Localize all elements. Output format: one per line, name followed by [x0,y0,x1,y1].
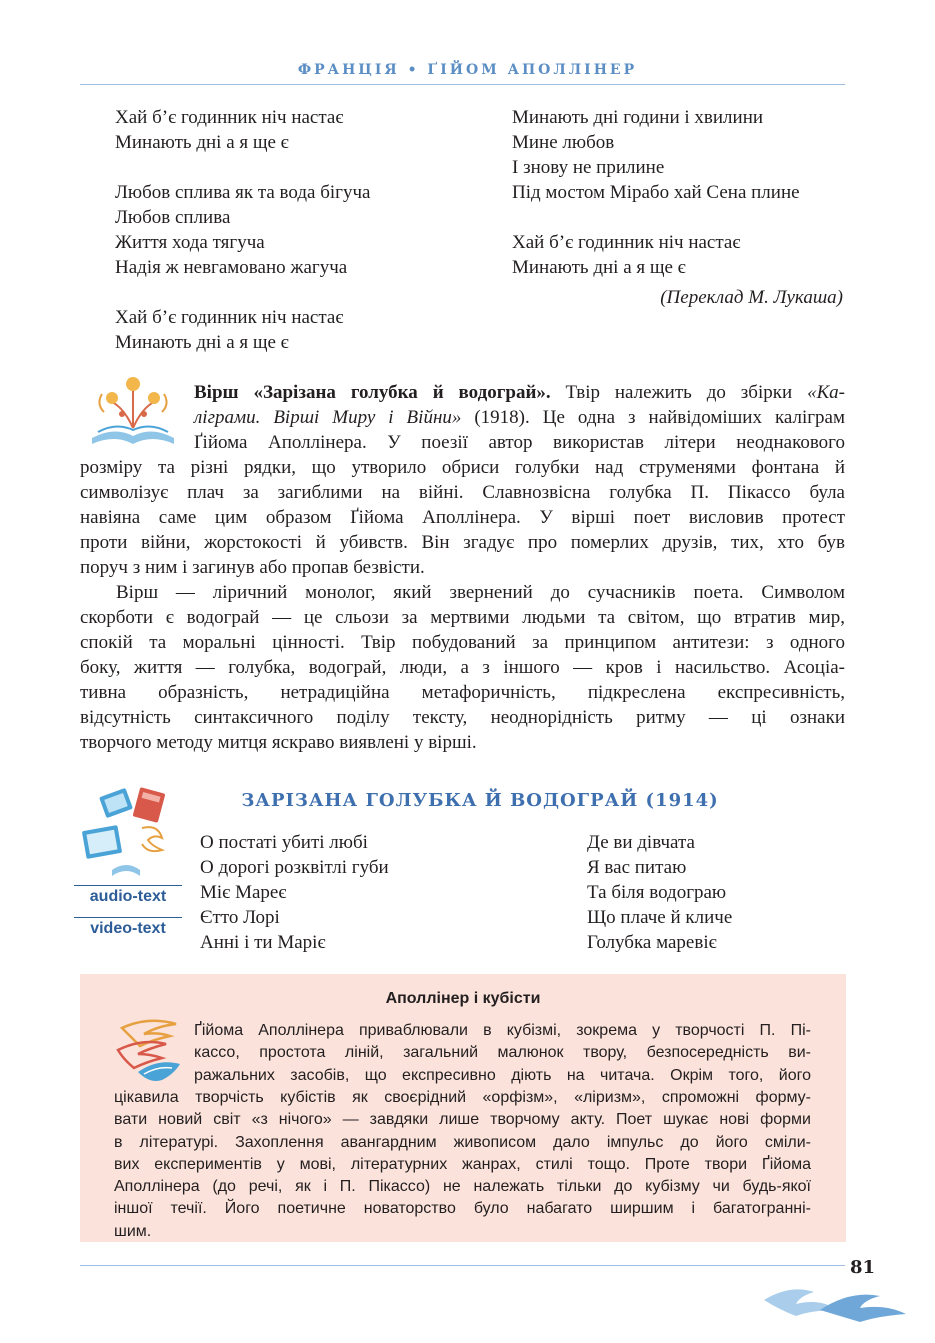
page-number: 81 [850,1257,876,1278]
poem-line: О постаті убиті любі [200,832,368,853]
flower-book-icon [84,368,182,450]
info-line: Ґійома Аполлінера приваблювали в кубізмі, зокрема у творчості П. Пі- [194,1022,811,1039]
article-line: творчого методу митця яскраво виявлені у вірші. [80,732,477,753]
running-header: ФРАНЦІЯ • ҐІЙОМ АПОЛЛІНЕР [297,62,638,78]
article-line: скорботи є водограй — це сльози за мертвими людьми та світом, що втратив мир, [80,607,845,628]
poem-line: Під мостом Мірабо хай Сена плине [512,182,800,203]
article-line: поруч з ним і загинув або пропав безвісти. [80,557,425,578]
poem-line: Анні і ти Маріє [200,932,326,953]
poem-line: Хай б’є годинник ніч настає [115,307,344,328]
poem-line: Хай б’є годинник ніч настає [115,107,344,128]
info-line: кассо, простота ліній, загальний малюнок твору, безпосередність ви- [194,1044,811,1062]
poem-line: Минають дні а я ще є [115,132,289,153]
poem-line: Любов сплива як та вода бігуча [115,182,371,203]
article-line: Ґійома Аполлінера. У поезії автор використав літери неоднакового [194,432,845,453]
footer-divider [80,1265,845,1266]
flying-birds-icon [760,1270,910,1330]
video-tag-rule [74,917,182,918]
info-line: вати новий світ «з нічого» — завдяки лише творчому акту. Поет шукає нові форми [114,1111,811,1129]
poem-line: Що плаче й кличе [587,907,733,928]
article-line: Вірш — ліричний монолог, який звернений до сучасників поета. Символом [116,582,845,603]
article-paragraph-1 [80,455,845,580]
article-line: боку, життя — голубка, водограй, люди, а з іншого — кров і насильство. Асоціа- [80,657,845,678]
poem2-left-column [200,830,389,955]
poem-line: Надія ж невгамовано жагуча [115,257,348,278]
stanza-gap [512,205,800,230]
poem-line: Минають дні а я ще є [115,332,289,353]
poem-line: Мине любов [512,132,615,153]
poem-line: Де ви дівчата [587,832,695,853]
article-line: відсутність синтаксичного поділу тексту, неоднорідність ритму — ці ознаки [80,707,845,728]
wings-icon [114,1014,186,1086]
info-box-text [114,1087,811,1243]
article-line: проти війни, жорстокості й убивств. Він згадує про померлих друзів, тих, хто був [80,532,845,553]
article-line: символізує плач за загиблими на війні. Славнозвісна голубка П. Пікассо була [80,482,845,503]
article-line: навіяна саме цим образом Ґійома Аполлінера. У вірші поет висловив протест [80,507,845,528]
stanza-gap [115,280,370,305]
info-line: в літературі. Захоплення авангардним живописом дало імпульс до його сміли- [114,1133,811,1151]
info-line: шим. [114,1222,152,1240]
info-box-text-indented [194,1020,811,1087]
translation-credit: (Переклад М. Лукаша) [660,287,843,308]
info-box-title: Аполлінер і кубісти [385,990,541,1007]
poem-line: Хай б’є годинник ніч настає [512,232,741,253]
info-line: Аполлінера (до речі, як і П. Пікассо) не належать тільки до кубізму чи будь-якої [114,1178,811,1196]
article-line: спокій та моральні цінності. Твір побудований за принципом антитези: з одного [80,632,845,653]
audio-text-link[interactable]: audio-text [89,888,167,905]
poem1-left-column [115,105,370,355]
poem-line: Життя хода тягуча [115,232,265,253]
info-line: вих експериментів у мові, літературних жанрах, стилі тощо. Проте твори Ґійома [114,1155,811,1173]
article-heading: Вірш «Зарізана голубка й водограй». [194,382,551,403]
poem-line: Минають дні години і хвилини [512,107,764,128]
poem-line: Любов сплива [115,207,231,228]
article-paragraph-2 [80,580,845,755]
stanza-gap [115,155,370,180]
video-text-link[interactable]: video-text [90,920,166,937]
books-laptop-icon [78,784,174,880]
info-line: цікавила творчість кубістів як своєрідний «орфізм», «ліризм», спроможні форму- [114,1089,811,1106]
poem-line: Минають дні а я ще є [512,257,686,278]
poem-line: Я вас питаю [587,857,687,878]
poem-line: Та біля водограю [587,882,727,903]
poem-line: О дорогі розквітлі губи [200,857,389,878]
poem2-title: ЗАРІЗАНА ГОЛУБКА Й ВОДОГРАЙ (1914) [241,790,719,811]
poem-line: Міє Мареє [200,882,287,903]
article-line: тивна образність, нетрадиційна метафоричність, підкреслена експресивність, [80,682,845,703]
article-line: ліграми. Вірші Миру і Війни» (1918). Це одна з найвідоміших каліграм [194,407,845,428]
poem-line: Голубка маревіє [587,932,717,953]
audio-tag-rule [74,885,182,886]
info-line: іншої течії. Його поетичне новаторство було набагато ширшим і багатогранні- [114,1200,811,1218]
poem2-right-column [587,830,732,955]
poem-line: Єтто Лорі [200,907,280,928]
poem1-right-column [512,105,800,280]
info-line: ражальних засобів, що експресивно діють на читача. Окрім того, його [194,1066,811,1084]
article-intro-lines [194,380,845,455]
article-line: Вірш «Зарізана голубка й водограй». Твір належить до збірки «Ка- [194,382,846,403]
header-divider [80,84,845,85]
article-line: розміру та різні рядки, що утворило обриси голубки над струменями фонтана й [80,457,845,478]
poem-line: І знову не прилине [512,157,665,178]
